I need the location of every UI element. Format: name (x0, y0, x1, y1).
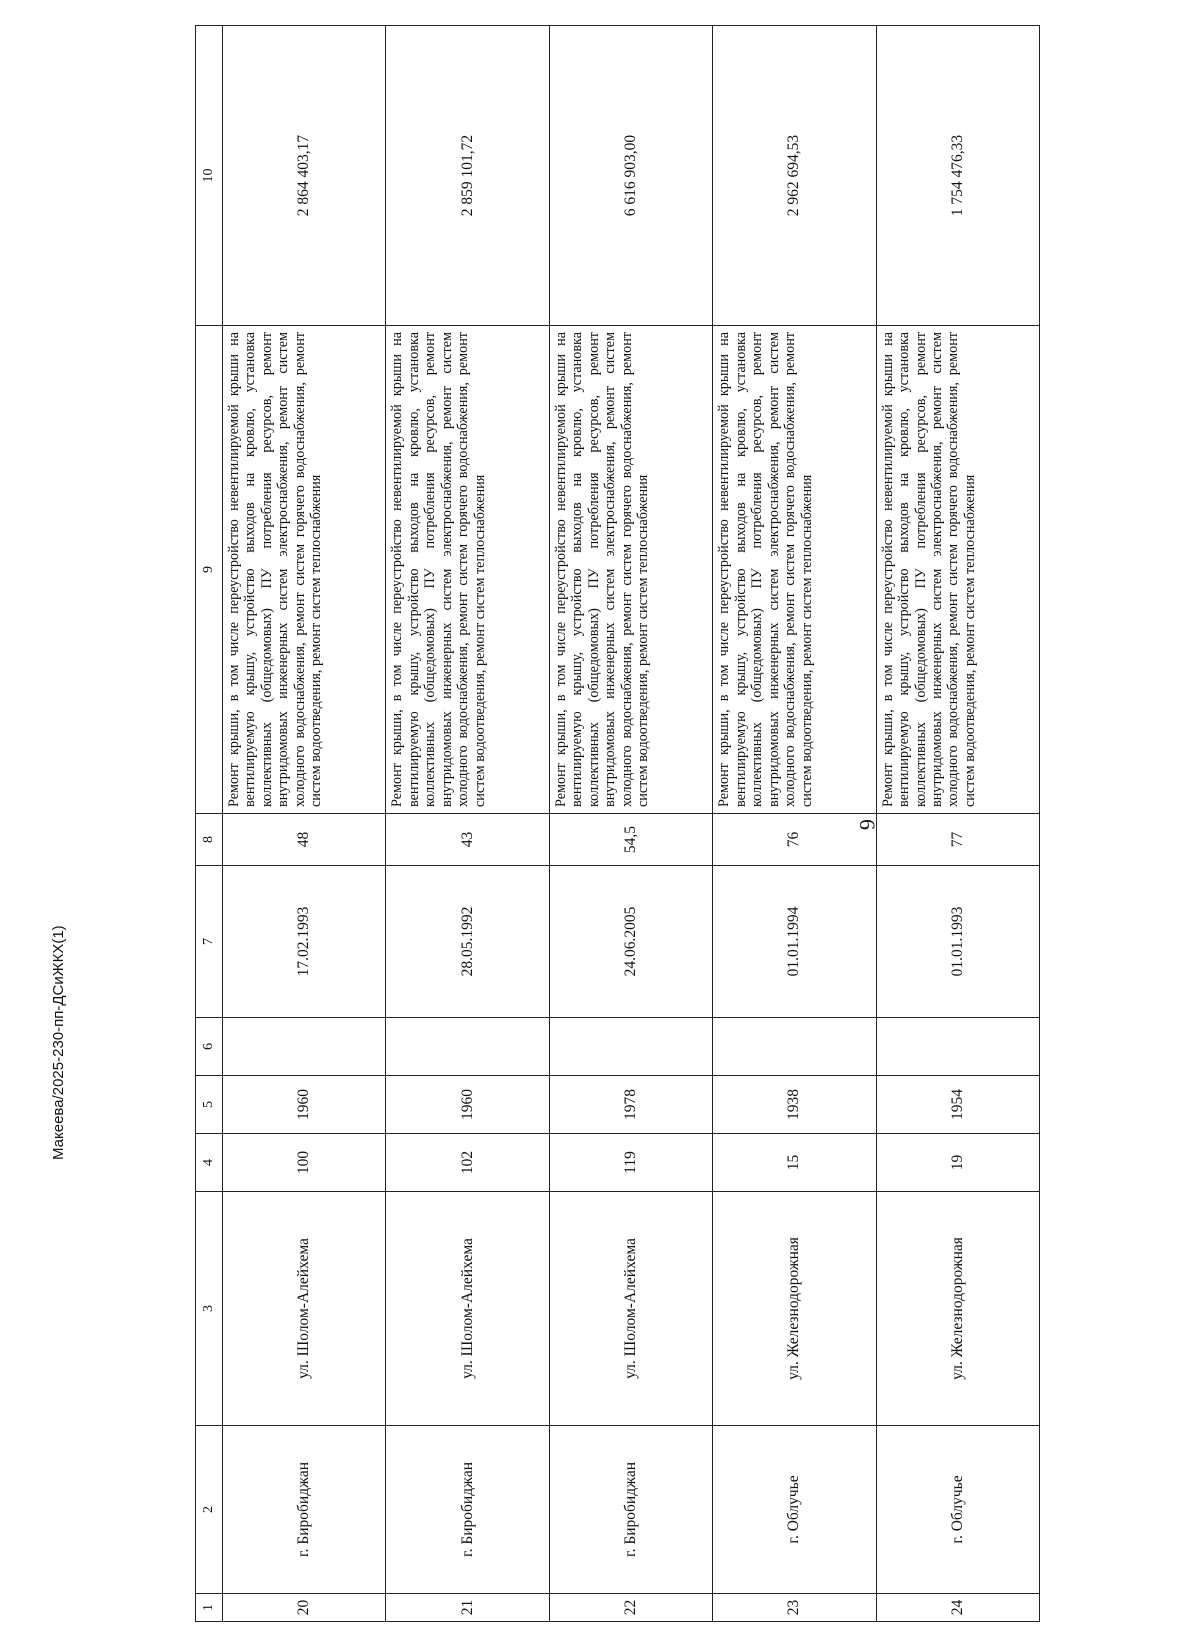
street-cell: ул. Шолом-Алейхема (386, 1192, 549, 1426)
city-cell: г. Облучье (713, 1426, 876, 1594)
table-row (876, 26, 1039, 1622)
work-cell: Ремонт крыши, в том числе переустройство невентилируемой крыши на вентилируемую крышу, устройство выходов на кровлю, установка коллективных (общедомовых) ПУ потребления ресурсов, ремонт внутридомовых инженерных систем электроснабжения, ремонт систем холодного водоснабжения, ремонт систем горячего водоснабжения, ремонт систем водоотведения, ремонт систем теплоснабжения (549, 326, 712, 814)
col-header-5: 5 (196, 1076, 223, 1134)
repair-table (195, 25, 1040, 1622)
year-cell: 1954 (876, 1076, 1039, 1134)
table-row (223, 26, 386, 1622)
city-cell: г. Биробиджан (549, 1426, 712, 1594)
col8-cell: 76 (713, 814, 876, 866)
col8-cell: 54,5 (549, 814, 712, 866)
date-cell: 01.01.1993 (876, 866, 1039, 1018)
row-number: 23 (713, 1594, 876, 1622)
house-cell: 102 (386, 1134, 549, 1192)
street-cell: ул. Шолом-Алейхема (223, 1192, 386, 1426)
work-cell: Ремонт крыши, в том числе переустройство невентилируемой крыши на вентилируемую крышу, устройство выходов на кровлю, установка коллективных (общедомовых) ПУ потребления ресурсов, ремонт внутридомовых инженерных систем электроснабжения, ремонт систем холодного водоснабжения, ремонт систем горячего водоснабжения, ремонт систем водоотведения, ремонт систем теплоснабжения (386, 326, 549, 814)
house-cell: 15 (713, 1134, 876, 1192)
col6-cell (549, 1018, 712, 1076)
city-cell: г. Биробиджан (386, 1426, 549, 1594)
col-header-4: 4 (196, 1134, 223, 1192)
col6-cell (223, 1018, 386, 1076)
col-header-7: 7 (196, 866, 223, 1018)
col6-cell (876, 1018, 1039, 1076)
col8-cell: 43 (386, 814, 549, 866)
date-cell: 17.02.1993 (223, 866, 386, 1018)
table-row (386, 26, 549, 1622)
street-cell: ул. Железнодорожная (876, 1192, 1039, 1426)
header-row (196, 26, 223, 1622)
col6-cell (386, 1018, 549, 1076)
house-cell: 19 (876, 1134, 1039, 1192)
col8-cell: 77 (876, 814, 1039, 866)
sum-cell: 2 864 403,17 (223, 26, 386, 326)
year-cell: 1960 (386, 1076, 549, 1134)
col-header-9: 9 (196, 326, 223, 814)
row-number: 21 (386, 1594, 549, 1622)
row-number: 24 (876, 1594, 1039, 1622)
col-header-2: 2 (196, 1426, 223, 1594)
col-header-3: 3 (196, 1192, 223, 1426)
date-cell: 24.06.2005 (549, 866, 712, 1018)
col-header-10: 10 (196, 26, 223, 326)
date-cell: 28.05.1992 (386, 866, 549, 1018)
sum-cell: 1 754 476,33 (876, 26, 1039, 326)
year-cell: 1978 (549, 1076, 712, 1134)
sum-cell: 6 616 903,00 (549, 26, 712, 326)
work-cell: Ремонт крыши, в том числе переустройство невентилируемой крыши на вентилируемую крышу, устройство выходов на кровлю, установка коллективных (общедомовых) ПУ потребления ресурсов, ремонт внутридомовых инженерных систем электроснабжения, ремонт систем холодного водоснабжения, ремонт систем горячего водоснабжения, ремонт систем водоотведения, ремонт систем теплоснабжения (713, 326, 876, 814)
col-header-8: 8 (196, 814, 223, 866)
sum-cell: 2 962 694,53 (713, 26, 876, 326)
table-row (713, 26, 876, 1622)
work-cell: Ремонт крыши, в том числе переустройство невентилируемой крыши на вентилируемую крышу, устройство выходов на кровлю, установка коллективных (общедомовых) ПУ потребления ресурсов, ремонт внутридомовых инженерных систем электроснабжения, ремонт систем холодного водоснабжения, ремонт систем горячего водоснабжения, ремонт систем водоотведения, ремонт систем теплоснабжения (876, 326, 1039, 814)
street-cell: ул. Шолом-Алейхема (549, 1192, 712, 1426)
footer-document-code: Макеева/2025-230-пп-ДСиЖКХ(1) (50, 925, 67, 1160)
year-cell: 1938 (713, 1076, 876, 1134)
sum-cell: 2 859 101,72 (386, 26, 549, 326)
work-cell: Ремонт крыши, в том числе переустройство невентилируемой крыши на вентилируемую крышу, устройство выходов на кровлю, установка коллективных (общедомовых) ПУ потребления ресурсов, ремонт внутридомовых инженерных систем электроснабжения, ремонт систем холодного водоснабжения, ремонт систем горячего водоснабжения, ремонт систем водоотведения, ремонт систем теплоснабжения (223, 326, 386, 814)
col8-cell: 48 (223, 814, 386, 866)
city-cell: г. Биробиджан (223, 1426, 386, 1594)
col-header-1: 1 (196, 1594, 223, 1622)
row-number: 22 (549, 1594, 712, 1622)
table-row (549, 26, 712, 1622)
house-cell: 119 (549, 1134, 712, 1192)
col6-cell (713, 1018, 876, 1076)
table-wrapper (195, 26, 1040, 1622)
col-header-6: 6 (196, 1018, 223, 1076)
year-cell: 1960 (223, 1076, 386, 1134)
street-cell: ул. Железнодорожная (713, 1192, 876, 1426)
page-number: 6 (855, 819, 880, 830)
house-cell: 100 (223, 1134, 386, 1192)
date-cell: 01.01.1994 (713, 866, 876, 1018)
city-cell: г. Облучье (876, 1426, 1039, 1594)
row-number: 20 (223, 1594, 386, 1622)
